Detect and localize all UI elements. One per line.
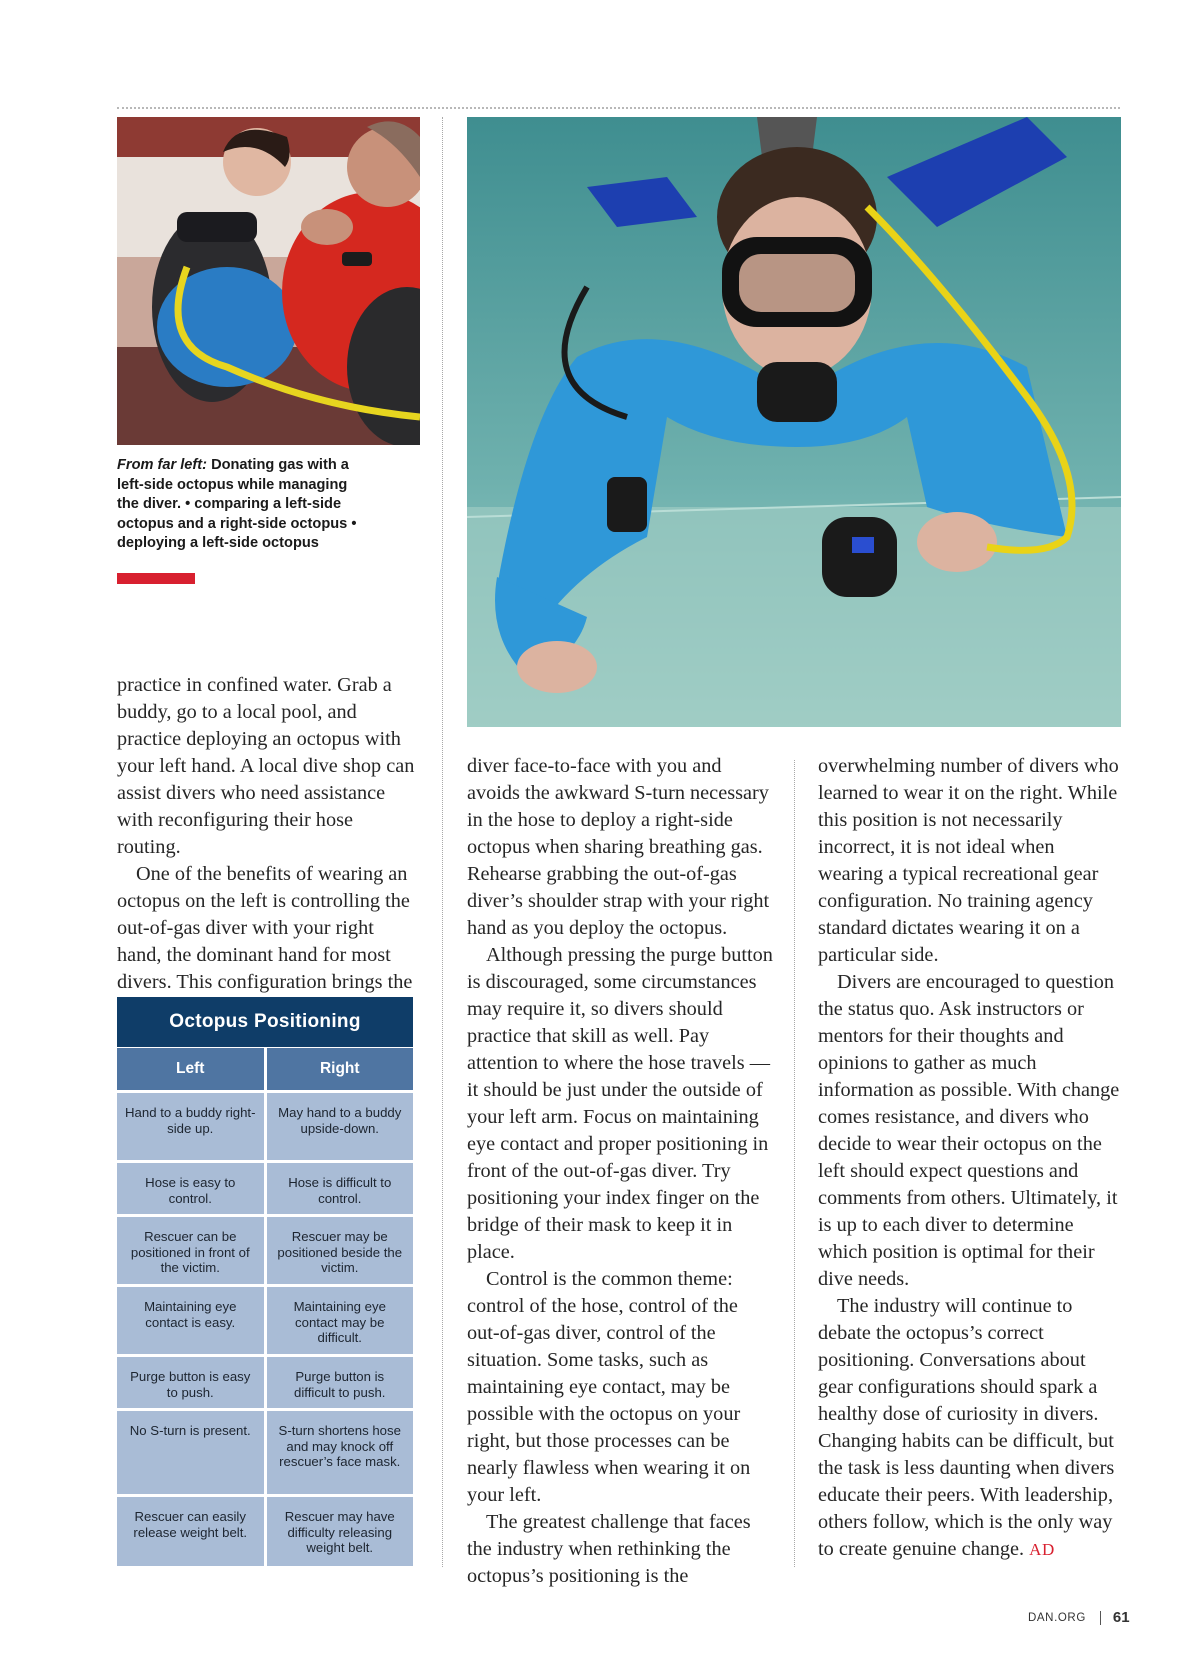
paragraph: One of the benefits of wearing an octopus on the left is controlling the out-of-gas diver with your right hand, the dominant hand for most divers. This configuration brings the [117, 863, 413, 993]
table-cell: Rescuer can easily release weight belt. [117, 1496, 265, 1566]
photo-caption [117, 456, 367, 554]
paragraph: Control is the common theme: control of the hose, control of the out-of-gas diver, control of the situation. Some tasks, such as maintaining eye contact, may be possible with the octopus on your right, but those processes can be nearly flawless when wearing it on your left. [467, 1268, 751, 1506]
table-row [117, 1286, 413, 1356]
photo-deploying-octopus [467, 117, 1121, 727]
table-row [117, 1092, 413, 1162]
column-divider [442, 117, 443, 1567]
page-footer [1028, 1609, 1130, 1626]
octopus-positioning-table [117, 997, 413, 1566]
top-dotted-rule [117, 107, 1120, 109]
paragraph: diver face-to-face with you and avoids the awkward S-turn necessary in the hose to deploy a right-side octopus when sharing breathing gas. Rehearse grabbing the out-of-gas diver’s shoulder strap with your right hand as you deploy the octopus. [467, 755, 770, 939]
table-cell: Rescuer may be positioned beside the victim. [265, 1216, 413, 1286]
footer-separator [1100, 1611, 1101, 1625]
table-row [117, 1496, 413, 1566]
caption-lead: From far left: [117, 457, 207, 473]
caption-text: Donating gas with a left-side octopus while managing the diver. • comparing a left-side octopus and a right-side octopus • deploying a left-side octopus [117, 457, 357, 551]
paragraph: practice in confined water. Grab a buddy, go to a local pool, and practice deploying an octopus with your left hand. A local dive shop can assist divers who need assistance with reconfiguring their hose routing. [117, 674, 415, 858]
table-cell: Maintaining eye contact is easy. [117, 1286, 265, 1356]
paragraph: Divers are encouraged to question the status quo. Ask instructors or mentors for their thoughts and opinions to gather as much information as possible. With change comes resistance, and divers who decide to wear their octopus on the left should expect questions and comments from others. Ultimately, it is up to each diver to determine which position is optimal for their dive needs. [818, 971, 1120, 1290]
table-cell: Rescuer can be positioned in front of the victim. [117, 1216, 265, 1286]
table-cell: Purge button is easy to push. [117, 1356, 265, 1410]
table-cell: Rescuer may have difficulty releasing weight belt. [265, 1496, 413, 1566]
table-cell: Hose is difficult to control. [265, 1162, 413, 1216]
table-cell: S-turn shortens hose and may knock off rescuer’s face mask. [265, 1410, 413, 1496]
paragraph: overwhelming number of divers who learned to wear it on the right. While this position is not necessarily incorrect, it is not ideal when wearing a typical recreational gear configuration. No training agency standard dictates wearing it on a particular side. [818, 755, 1119, 966]
table-title: Octopus Positioning [117, 997, 413, 1048]
table-cell: May hand to a buddy upside-down. [265, 1092, 413, 1162]
table-header-right: Right [265, 1048, 413, 1092]
column-divider [794, 760, 795, 1567]
table-row [117, 1356, 413, 1410]
table-header-left: Left [117, 1048, 265, 1092]
red-accent-bar [117, 573, 195, 584]
table-cell: No S-turn is present. [117, 1410, 265, 1496]
body-column-2 [467, 753, 775, 1590]
body-column-1 [117, 672, 417, 996]
photo-donating-gas [117, 117, 420, 445]
table-cell: Maintaining eye contact may be difficult. [265, 1286, 413, 1356]
table-row [117, 1216, 413, 1286]
body-column-3 [818, 753, 1124, 1563]
paragraph [818, 1293, 1124, 1563]
table-row [117, 1410, 413, 1496]
table-cell: Purge button is difficult to push. [265, 1356, 413, 1410]
end-mark: AD [1029, 1540, 1055, 1559]
table-cell: Hose is easy to control. [117, 1162, 265, 1216]
paragraph-text: The industry will continue to debate the octopus’s correct positioning. Conversations about gear configurations should spark a healthy dose of curiosity in divers. Changing habits can be difficult, but the task is less daunting when divers educate their peers. With leadership, others follow, which is the only way to create genuine change. [818, 1295, 1115, 1560]
page-number: 61 [1112, 1609, 1130, 1626]
table-cell: Hand to a buddy right-side up. [117, 1092, 265, 1162]
table-row [117, 1162, 413, 1216]
paragraph: The greatest challenge that faces the industry when rethinking the octopus’s positioning is the [467, 1511, 751, 1587]
footer-site: DAN.ORG [1028, 1611, 1086, 1624]
paragraph: Although pressing the purge button is discouraged, some circumstances may require it, so divers should practice that skill as well. Pay attention to where the hose travels — it should be just under the outside of your left arm. Focus on maintaining eye contact and proper positioning in front of the out-of-gas diver. Try positioning your index finger on the bridge of their mask to keep it in place. [467, 944, 773, 1263]
